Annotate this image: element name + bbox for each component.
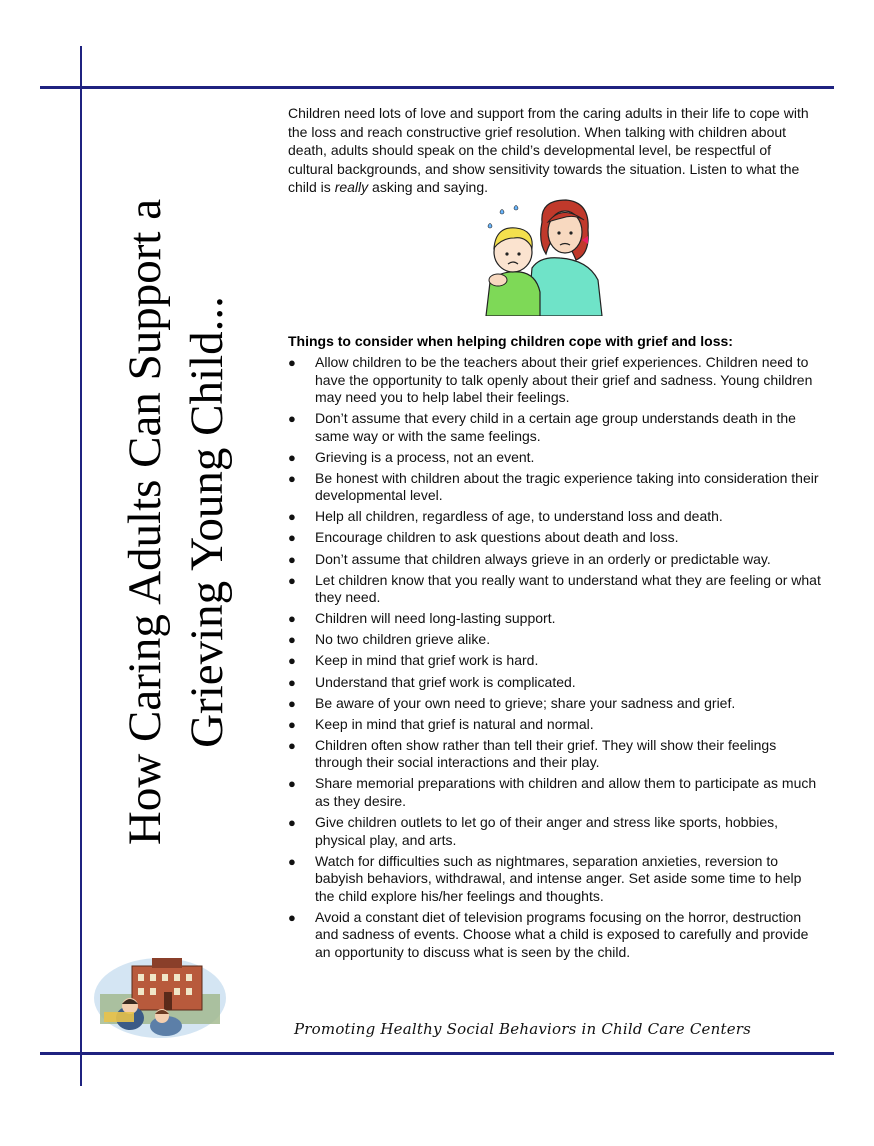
vertical-rule <box>80 46 82 1086</box>
list-item-text: Help all children, regardless of age, to understand loss and death. <box>315 508 723 525</box>
list-item-text: No two children grieve alike. <box>315 631 491 648</box>
bullet-marker: ● <box>288 853 296 869</box>
list-item <box>288 853 824 906</box>
list-item <box>288 410 824 445</box>
bullet-marker: ● <box>288 611 296 627</box>
bullet-marker: ● <box>288 355 296 370</box>
bullet-marker: ● <box>288 737 296 753</box>
comforting-adult-child-illustration <box>470 196 610 316</box>
list-item-text: Be aware of your own need to grieve; share your sadness and grief. <box>315 694 736 711</box>
list-item <box>288 572 824 607</box>
considerations-list <box>288 354 824 965</box>
list-item-text: Let children know that you really want to understand what they are feeling or what they need. <box>315 571 821 606</box>
list-item <box>288 695 824 713</box>
bullet-marker: ● <box>288 653 296 669</box>
list-item-text: Give children outlets to let go of their anger and stress like sports, hobbies, physical play, and arts. <box>315 814 779 848</box>
list-item-text: Keep in mind that grief work is hard. <box>315 652 539 669</box>
list-item <box>288 470 824 505</box>
bullet-marker: ● <box>288 815 296 830</box>
top-rule <box>40 86 834 89</box>
list-item <box>288 529 824 547</box>
list-item-text: Understand that grief work is complicated. <box>315 673 576 690</box>
list-heading: Things to consider when helping children cope with grief and loss: <box>288 333 733 349</box>
list-item <box>288 737 824 772</box>
bullet-marker: ● <box>288 909 296 925</box>
intro-emphasis: really <box>334 179 369 195</box>
list-item <box>288 909 824 962</box>
list-item-text: Children often show rather than tell their grief. They will show their feelings through their social interactions and their play. <box>315 736 777 771</box>
bullet-marker: ● <box>288 509 296 525</box>
list-item <box>288 716 824 734</box>
intro-paragraph: Children need lots of love and support from the caring adults in their life to cope with the loss and reach constructive grief resolution. When talking with children about death, adults should speak on the child’s developmental level, be respectful of cultural backgrounds, and show sensitivity towards the situation. Listen to what the child is really asking and saying. <box>288 105 809 195</box>
list-item-text: Keep in mind that grief is natural and normal. <box>315 715 594 732</box>
bullet-marker: ● <box>288 776 296 792</box>
list-item-text: Be honest with children about the tragic experience taking into consideration their developmental level. <box>315 469 819 504</box>
bullet-marker: ● <box>288 695 296 711</box>
list-item <box>288 354 824 407</box>
list-item-text: Children will need long-lasting support. <box>315 610 556 627</box>
school-children-illustration <box>90 946 230 1040</box>
list-item-text: Share memorial preparations with children and allow them to participate as much as they desire. <box>315 775 817 809</box>
list-item-text: Encourage children to ask questions about death and loss. <box>315 529 679 546</box>
bottom-rule <box>40 1052 834 1055</box>
list-item-text: Avoid a constant diet of television programs focusing on the horror, destruction and sadness of events. Choose what a child is exposed to carefully and provide an opportunity to discuss what is seen by the child. <box>315 908 809 960</box>
list-item-text: Don’t assume that children always grieve in an orderly or predictable way. <box>315 550 771 567</box>
bullet-marker: ● <box>288 716 296 732</box>
bullet-marker: ● <box>288 674 296 690</box>
bullet-marker: ● <box>288 449 296 465</box>
list-item-text: Don’t assume that every child in a certain age group understands death in the same way or with the same feelings. <box>315 410 796 444</box>
title-line-2: Grieving Young Child... <box>181 296 233 748</box>
bullet-marker: ● <box>288 470 296 486</box>
bullet-marker: ● <box>288 551 296 567</box>
list-item <box>288 551 824 569</box>
title-line-1: How Caring Adults Can Support a <box>119 198 171 846</box>
list-item-text: Allow children to be the teachers about their grief experiences. Children need to have the opportunity to talk openly about their grief and sadness. Young children may need you to help label their feelings. <box>315 354 813 405</box>
bullet-marker: ● <box>288 411 296 427</box>
list-item <box>288 775 824 810</box>
list-item <box>288 814 824 849</box>
list-item <box>288 449 824 467</box>
bullet-marker: ● <box>288 572 296 588</box>
list-item-text: Watch for difficulties such as nightmares, separation anxieties, reversion to babyish behaviors, withdrawal, and intense anger. Set aside some time to help the child explore his/her feelings and thoughts. <box>315 852 802 904</box>
list-item <box>288 610 824 628</box>
bullet-marker: ● <box>288 632 296 648</box>
list-item <box>288 674 824 692</box>
vertical-title <box>114 142 238 902</box>
list-item <box>288 652 824 670</box>
footer-tagline: Promoting Healthy Social Behaviors in Child Care Centers <box>294 1020 752 1038</box>
list-item <box>288 508 824 526</box>
list-item-text: Grieving is a process, not an event. <box>315 448 535 465</box>
bullet-marker: ● <box>288 530 296 546</box>
list-item <box>288 631 824 649</box>
